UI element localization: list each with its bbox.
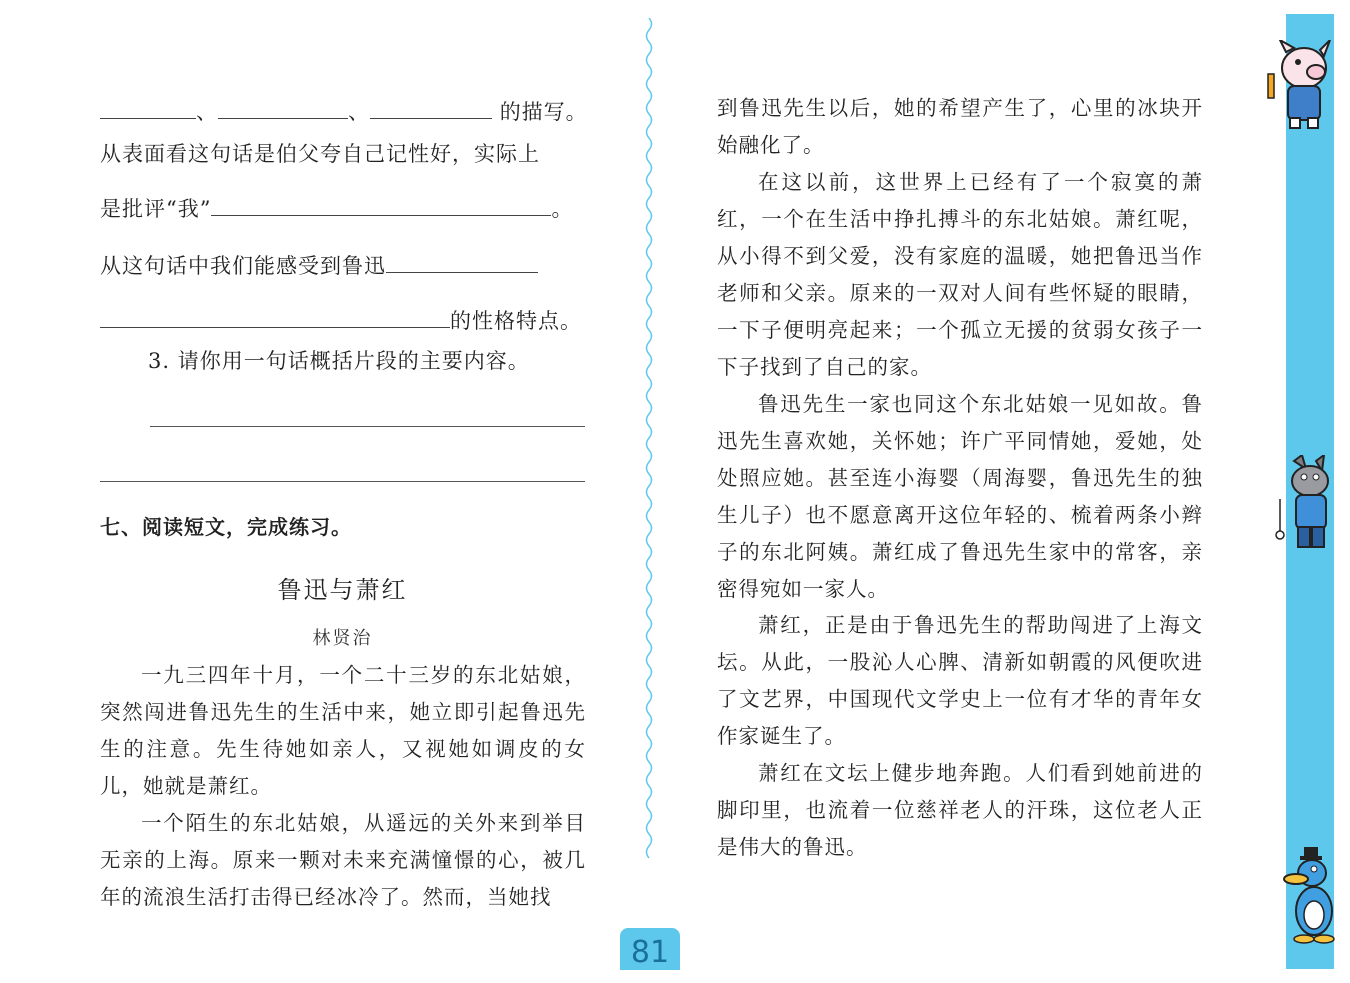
answer-line[interactable]: [100, 481, 585, 482]
q3-prompt: 3. 请你用一句话概括片段的主要内容。: [148, 349, 530, 373]
article-paragraph: 一个陌生的东北姑娘，从遥远的关外来到举目无亲的上海。原来一颗对未来充满憧憬的心，被几年的流浪生活打击得已经冰冷了。然而，当她找: [100, 811, 586, 909]
answer-blank[interactable]: [370, 98, 492, 119]
period: 。: [551, 197, 574, 221]
article-title: 鲁迅与萧红: [277, 576, 408, 604]
duck-cartoon-icon: [1278, 845, 1342, 945]
q2-line1-text: 的描写。: [499, 100, 588, 124]
answer-blank[interactable]: [211, 195, 551, 216]
q2-line3: [100, 193, 573, 223]
article-paragraph: 鲁迅先生一家也同这个东北姑娘一见如故。鲁迅先生喜欢她，关怀她；许广平同情她，爱她，处处照应她。甚至连小海婴（周海婴，鲁迅先生的独生儿子）也不愿意离开这位年轻的、梳着两条小辫子的东北阿姨。萧红成了鲁迅先生家中的常客，亲密得宛如一家人。: [717, 392, 1203, 601]
q2-line2: 从表面看这句话是伯父夸自己记性好，实际上: [100, 142, 540, 166]
q2-line4-text: 从这句话中我们能感受到鲁迅: [100, 254, 386, 278]
article-paragraph: 萧红在文坛上健步地奔跑。人们看到她前进的脚印里，也流着一位慈祥老人的汗珠，这位老人正是伟大的鲁迅。: [717, 761, 1203, 859]
article-paragraph: 在这以前，这世界上已经有了一个寂寞的萧红，一个在生活中挣扎搏斗的东北姑娘。萧红呢，从小得不到父爱，没有家庭的温暖，她把鲁迅当作老师和父亲。原来的一双对人间有些怀疑的眼睛，一下子便明亮起来；一个孤立无援的贫弱女孩子一下子找到了自己的家。: [717, 170, 1203, 379]
article-paragraph: 到鲁迅先生以后，她的希望产生了，心里的冰块开始融化了。: [717, 96, 1203, 157]
page-number: 81: [620, 928, 680, 970]
q2-line3-text: 是批评“我”: [100, 197, 212, 221]
separator: 、: [196, 100, 218, 124]
separator: 、: [348, 100, 370, 124]
right-page: [660, 0, 1280, 983]
answer-blank[interactable]: [100, 307, 450, 328]
answer-blank[interactable]: [386, 252, 538, 273]
wolf-cartoon-icon: [1272, 455, 1342, 555]
q2-line4: [100, 250, 538, 280]
pig-cartoon-icon: [1258, 40, 1342, 132]
answer-blank[interactable]: [100, 98, 196, 119]
left-page: [0, 0, 640, 983]
article-paragraph: 一九三四年十月，一个二十三岁的东北姑娘，突然闯进鲁迅先生的生活中来，她立即引起鲁迅先生的注意。先生待她如亲人，又视她如调皮的女儿，她就是萧红。: [100, 663, 586, 798]
q2-line5: [100, 305, 582, 335]
article-author: 林贤治: [312, 628, 373, 649]
q2-line1: [100, 96, 588, 126]
answer-blank[interactable]: [218, 98, 348, 119]
q2-line5-text: 的性格特点。: [450, 309, 582, 333]
page-divider: [643, 18, 655, 918]
article-paragraph: 萧红，正是由于鲁迅先生的帮助闯进了上海文坛。从此，一股沁人心脾、清新如朝霞的风便吹进了文艺界，中国现代文学史上一位有才华的青年女作家诞生了。: [717, 613, 1203, 748]
answer-line[interactable]: [150, 426, 585, 427]
section-title: 七、阅读短文，完成练习。: [100, 515, 352, 539]
